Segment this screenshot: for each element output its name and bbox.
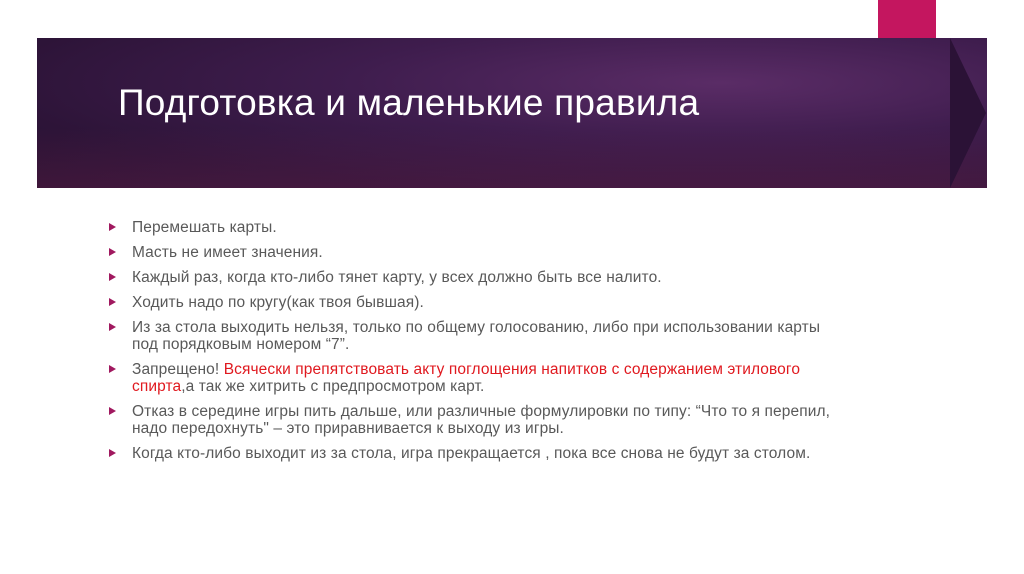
triangle-bullet-icon <box>109 273 116 281</box>
bullet-text: Отказ в середине игры пить дальше, или различные формулировки по типу: “Что то я перепил, надо передохнуть" – это приравнивается к выходу из игры. <box>132 403 831 437</box>
bullet-list <box>106 219 846 470</box>
triangle-bullet-icon <box>109 449 116 457</box>
bullet-text-highlight: Всячески препятствовать акту поглощения напитков с содержанием этилового спирта <box>132 361 801 395</box>
triangle-bullet-icon <box>109 223 116 231</box>
bullet-text: Ходить надо по кругу(как твоя бывшая). <box>132 294 424 311</box>
bullet-text-tail: ,а так же хитрить с предпросмотром карт. <box>181 378 485 395</box>
bullet-item-refusal <box>106 403 846 437</box>
bullet-text-lead: Запрещено! <box>132 361 224 378</box>
bullet-item-forbidden <box>106 361 846 395</box>
bullet-item-leaving-table <box>106 319 846 353</box>
bullet-item-turn-order <box>106 294 846 311</box>
bullet-item-suit <box>106 244 846 261</box>
triangle-bullet-icon <box>109 323 116 331</box>
bullet-text: Перемешать карты. <box>132 219 277 236</box>
bullet-item-draw <box>106 269 846 286</box>
title-band-arrow <box>950 38 986 188</box>
triangle-bullet-icon <box>109 407 116 415</box>
triangle-bullet-icon <box>109 248 116 256</box>
bullet-text: Когда кто-либо выходит из за стола, игра прекращается , пока все снова не будут за столом. <box>132 445 811 462</box>
bullet-text: Из за стола выходить нельзя, только по общему голосованию, либо при использовании карты под порядковым номером “7”. <box>132 319 821 353</box>
bullet-text: Масть не имеет значения. <box>132 244 323 261</box>
bullet-text: Каждый раз, когда кто-либо тянет карту, у всех должно быть все налито. <box>132 269 662 286</box>
bullet-item-shuffle <box>106 219 846 236</box>
slide-title: Подготовка и маленькие правила <box>118 82 700 123</box>
triangle-bullet-icon <box>109 365 116 373</box>
triangle-bullet-icon <box>109 298 116 306</box>
bullet-item-game-stops <box>106 445 846 462</box>
